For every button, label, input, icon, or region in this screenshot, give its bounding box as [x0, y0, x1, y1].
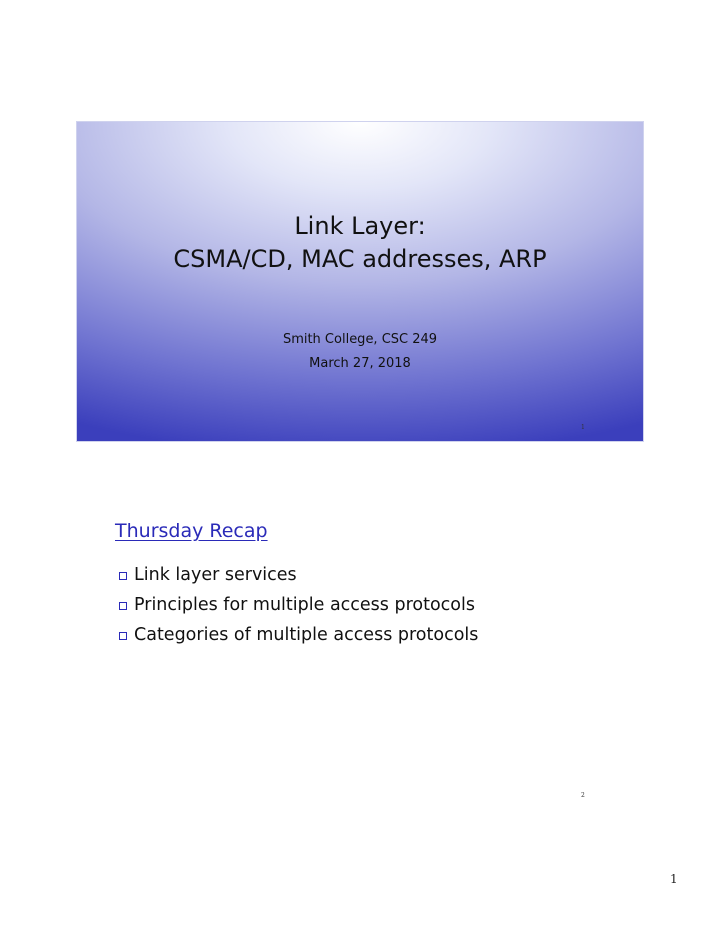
slide-2-number: 2: [581, 792, 585, 799]
bullet-text: Principles for multiple access protocols: [134, 595, 475, 615]
slide-1-title: [77, 210, 643, 276]
square-bullet-icon: [119, 602, 127, 610]
square-bullet-icon: [119, 632, 127, 640]
bullet-text: Categories of multiple access protocols: [134, 625, 479, 645]
bullet-text: Link layer services: [134, 565, 297, 585]
slide-1-title-line-2: CSMA/CD, MAC addresses, ARP: [173, 245, 547, 273]
page-number: 1: [670, 872, 678, 886]
course-label: Smith College, CSC 249: [282, 332, 438, 347]
bullet-list: [119, 560, 478, 650]
list-item: [119, 590, 478, 620]
list-item: [119, 560, 478, 590]
slide-1-subtitle: [77, 328, 643, 376]
list-item: [119, 620, 478, 650]
slide-1-title-line-1: Link Layer:: [294, 212, 426, 240]
date-label: March 27, 2018: [309, 356, 411, 371]
slide-2-title: Thursday Recap: [115, 520, 268, 542]
slide-2: [77, 498, 643, 818]
slide-1-number: 1: [581, 424, 585, 431]
slide-1: [77, 122, 643, 441]
square-bullet-icon: [119, 572, 127, 580]
